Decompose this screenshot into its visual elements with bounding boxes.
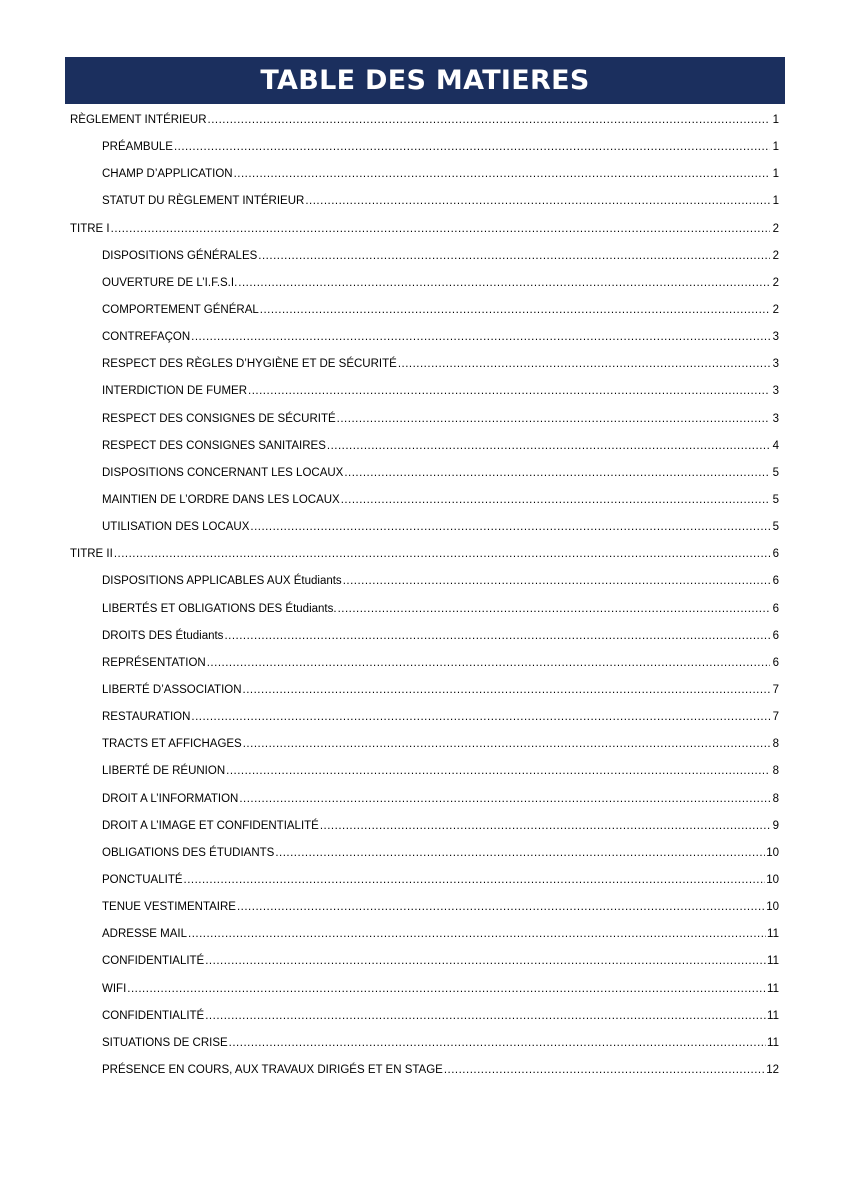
toc-subsection-entry[interactable]	[70, 813, 779, 840]
toc-subsection-entry[interactable]	[70, 243, 779, 270]
toc-entry-label: LIBERTÉ D’ASSOCIATION	[102, 683, 242, 696]
toc-entry-page-number: 6	[772, 575, 779, 588]
toc-entry-label: CONFIDENTIALITÉ	[102, 1009, 205, 1022]
toc-entry-label: DROITS DES Étudiants	[102, 629, 224, 642]
dot-leader	[127, 976, 766, 1003]
dot-leader	[305, 188, 770, 215]
toc-subsection-entry[interactable]	[70, 188, 779, 215]
toc-entry-page-number: 3	[772, 412, 779, 425]
dot-leader	[114, 541, 770, 568]
toc-entry-label: OBLIGATIONS DES ÉTUDIANTS	[102, 846, 275, 859]
toc-subsection-entry[interactable]	[70, 1003, 779, 1030]
toc-subsection-entry[interactable]	[70, 406, 779, 433]
toc-entry-page-number: 5	[772, 521, 779, 534]
toc-entry-page-number: 6	[772, 602, 779, 615]
toc-subsection-entry[interactable]	[70, 704, 779, 731]
toc-entry-label: REPRÉSENTATION	[102, 656, 206, 669]
toc-section-entry[interactable]	[70, 107, 779, 134]
toc-entry-page-number: 10	[766, 873, 779, 886]
toc-entry-label: LIBERTÉS ET OBLIGATIONS DES Étudiants.	[102, 602, 337, 615]
toc-entry-page-number: 10	[766, 901, 779, 914]
dot-leader	[243, 677, 770, 704]
toc-subsection-entry[interactable]	[70, 134, 779, 161]
toc-subsection-entry[interactable]	[70, 623, 779, 650]
toc-section-entry[interactable]	[70, 216, 779, 243]
toc-entry-page-number: 5	[772, 466, 779, 479]
dot-leader	[237, 894, 765, 921]
toc-subsection-entry[interactable]	[70, 650, 779, 677]
dot-leader	[238, 270, 770, 297]
toc-entry-page-number: 10	[766, 846, 779, 859]
toc-subsection-entry[interactable]	[70, 487, 779, 514]
dot-leader	[260, 297, 770, 324]
toc-entry-label: CONTREFAÇON	[102, 331, 191, 344]
toc-subsection-entry[interactable]	[70, 894, 779, 921]
toc-entry-label: ADRESSE MAIL	[102, 928, 187, 941]
toc-entry-page-number: 2	[772, 303, 779, 316]
toc-subsection-entry[interactable]	[70, 1057, 779, 1084]
toc-subsection-entry[interactable]	[70, 270, 779, 297]
dot-leader	[250, 514, 770, 541]
toc-entry-label: RÈGLEMENT INTÉRIEUR	[70, 114, 207, 126]
toc-subsection-entry[interactable]	[70, 378, 779, 405]
toc-entry-label: TRACTS ET AFFICHAGES	[102, 738, 242, 751]
toc-subsection-entry[interactable]	[70, 786, 779, 813]
toc-subsection-entry[interactable]	[70, 460, 779, 487]
toc-entry-label: DROIT A L’INFORMATION	[102, 792, 239, 805]
toc-entry-label: CONFIDENTIALITÉ	[102, 955, 205, 968]
toc-entry-page-number: 3	[772, 358, 779, 371]
dot-leader	[229, 1030, 766, 1057]
toc-entry-label: TENUE VESTIMENTAIRE	[102, 901, 236, 914]
toc-entry-page-number: 12	[766, 1063, 779, 1076]
dot-leader	[205, 1003, 766, 1030]
dot-leader	[188, 921, 766, 948]
toc-entry-page-number: 4	[772, 439, 779, 452]
toc-subsection-entry[interactable]	[70, 351, 779, 378]
dot-leader	[248, 378, 770, 405]
toc-entry-label: PRÉAMBULE	[102, 141, 173, 154]
dot-leader	[224, 623, 770, 650]
toc-entry-page-number: 1	[772, 195, 779, 208]
toc-entry-page-number: 1	[772, 168, 779, 181]
toc-entry-label: STATUT DU RÈGLEMENT INTÉRIEUR	[102, 195, 305, 208]
toc-entry-label: RESPECT DES CONSIGNES DE SÉCURITÉ	[102, 412, 336, 425]
toc-entry-label: TITRE I	[70, 222, 110, 235]
dot-leader	[398, 351, 770, 378]
dot-leader	[184, 867, 766, 894]
toc-entry-label: OUVERTURE DE L’I.F.S.I.	[102, 276, 238, 289]
dot-leader	[243, 731, 770, 758]
toc-subsection-entry[interactable]	[70, 324, 779, 351]
toc-entry-page-number: 7	[772, 711, 779, 724]
toc-subsection-entry[interactable]	[70, 840, 779, 867]
toc-subsection-entry[interactable]	[70, 758, 779, 785]
dot-leader	[111, 216, 770, 243]
toc-subsection-entry[interactable]	[70, 948, 779, 975]
toc-entry-page-number: 6	[772, 656, 779, 669]
dot-leader	[191, 324, 770, 351]
toc-entry-label: RESPECT DES RÈGLES D’HYGIÈNE ET DE SÉCURITÉ	[102, 358, 397, 371]
dot-leader	[344, 460, 770, 487]
toc-subsection-entry[interactable]	[70, 297, 779, 324]
dot-leader	[258, 243, 770, 270]
toc-entry-label: TITRE II	[70, 548, 113, 561]
toc-entry-page-number: 2	[772, 276, 779, 289]
toc-entry-label: LIBERTÉ DE RÉUNION	[102, 765, 226, 778]
toc-subsection-entry[interactable]	[70, 867, 779, 894]
dot-leader	[275, 840, 765, 867]
dot-leader	[338, 596, 770, 623]
toc-entry-page-number: 11	[767, 955, 779, 968]
dot-leader	[226, 758, 770, 785]
toc-entry-page-number: 9	[772, 819, 779, 832]
toc-entry-page-number: 6	[772, 548, 779, 561]
toc-subsection-entry[interactable]	[70, 514, 779, 541]
toc-entry-page-number: 1	[772, 141, 779, 154]
toc-subsection-entry[interactable]	[70, 568, 779, 595]
toc-subsection-entry[interactable]	[70, 161, 779, 188]
dot-leader	[343, 568, 770, 595]
toc-entry-page-number: 8	[772, 765, 779, 778]
toc-entry-label: DISPOSITIONS GÉNÉRALES	[102, 249, 258, 262]
toc-entry-page-number: 2	[772, 249, 779, 262]
toc-entry-label: PONCTUALITÉ	[102, 873, 183, 886]
toc-entry-label: RESPECT DES CONSIGNES SANITAIRES	[102, 439, 326, 452]
dot-leader	[320, 813, 770, 840]
table-of-contents	[70, 107, 779, 1084]
toc-subsection-entry[interactable]	[70, 921, 779, 948]
toc-entry-label: COMPORTEMENT GÉNÉRAL	[102, 303, 259, 316]
toc-entry-label: RESTAURATION	[102, 711, 191, 724]
dot-leader	[234, 161, 770, 188]
toc-subsection-entry[interactable]	[70, 1030, 779, 1057]
toc-subsection-entry[interactable]	[70, 677, 779, 704]
toc-subsection-entry[interactable]	[70, 731, 779, 758]
toc-entry-page-number: 5	[772, 493, 779, 506]
toc-entry-label: WIFI	[102, 982, 127, 995]
toc-entry-label: CHAMP D’APPLICATION	[102, 168, 233, 181]
toc-entry-page-number: 11	[767, 1036, 779, 1049]
toc-entry-page-number: 7	[772, 683, 779, 696]
toc-title-banner	[65, 57, 785, 104]
toc-entry-label: DROIT A L’IMAGE ET CONFIDENTIALITÉ	[102, 819, 319, 832]
dot-leader	[208, 107, 770, 134]
dot-leader	[191, 704, 770, 731]
toc-entry-label: DISPOSITIONS CONCERNANT LES LOCAUX	[102, 466, 344, 479]
toc-entry-page-number: 11	[767, 982, 779, 995]
toc-entry-page-number: 8	[772, 738, 779, 751]
dot-leader	[239, 786, 770, 813]
dot-leader	[444, 1057, 765, 1084]
toc-entry-page-number: 11	[767, 1009, 779, 1022]
toc-entry-page-number: 3	[772, 385, 779, 398]
toc-title: TABLE DES MATIERES	[260, 65, 590, 96]
dot-leader	[337, 406, 770, 433]
toc-entry-label: PRÉSENCE EN COURS, AUX TRAVAUX DIRIGÉS ET EN STAGE	[102, 1063, 443, 1076]
dot-leader	[174, 134, 770, 161]
toc-entry-page-number: 8	[772, 792, 779, 805]
toc-entry-label: UTILISATION DES LOCAUX	[102, 521, 250, 534]
toc-entry-page-number: 1	[772, 114, 779, 126]
toc-entry-label: DISPOSITIONS APPLICABLES AUX Étudiants	[102, 575, 342, 588]
dot-leader	[205, 948, 766, 975]
toc-entry-label: SITUATIONS DE CRISE	[102, 1036, 228, 1049]
toc-section-entry[interactable]	[70, 541, 779, 568]
toc-entry-label: MAINTIEN DE L’ORDRE DANS LES LOCAUX	[102, 493, 340, 506]
toc-entry-page-number: 2	[772, 222, 779, 235]
toc-subsection-entry[interactable]	[70, 433, 779, 460]
toc-entry-page-number: 11	[767, 928, 779, 941]
dot-leader	[327, 433, 770, 460]
toc-subsection-entry[interactable]	[70, 976, 779, 1003]
toc-entry-label: INTERDICTION DE FUMER	[102, 385, 248, 398]
toc-entry-page-number: 6	[772, 629, 779, 642]
dot-leader	[207, 650, 770, 677]
dot-leader	[341, 487, 770, 514]
toc-entry-page-number: 3	[772, 331, 779, 344]
toc-subsection-entry[interactable]	[70, 596, 779, 623]
